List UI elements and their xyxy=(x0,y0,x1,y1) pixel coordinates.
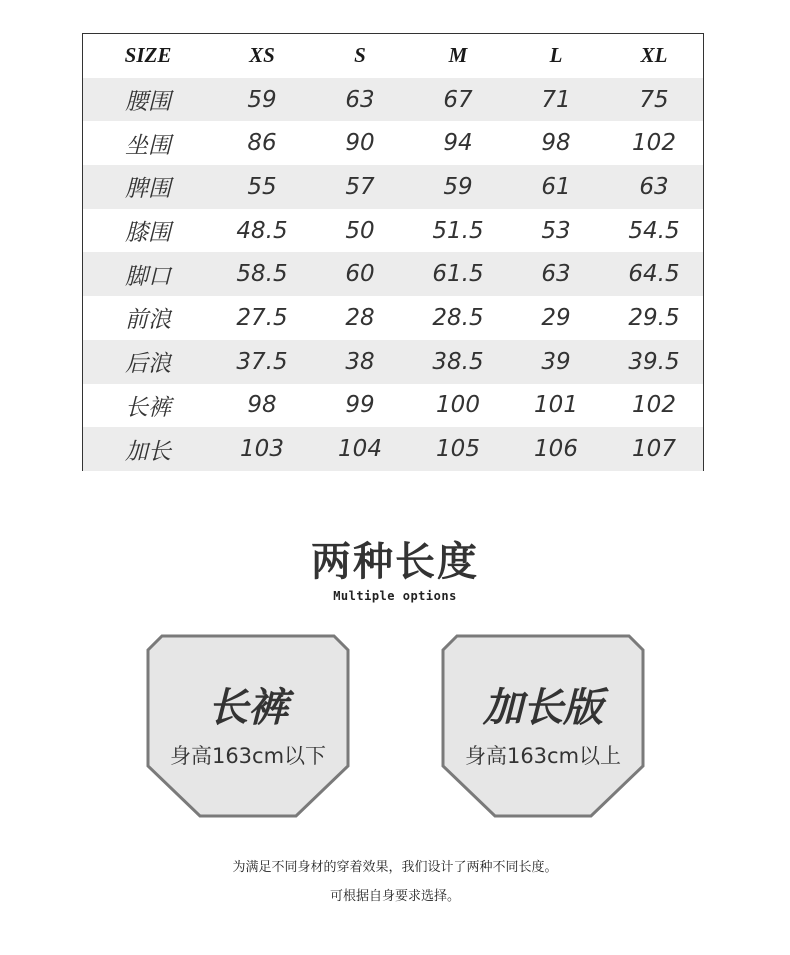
table-cell: 29.5 xyxy=(628,304,680,331)
table-cell: 75 xyxy=(639,86,669,113)
table-cell: 98 xyxy=(247,392,277,419)
table-cell: 38 xyxy=(345,348,375,375)
row-label: 脚口 xyxy=(125,263,171,290)
option-title: 长裤 xyxy=(208,685,288,731)
table-cell: 48.5 xyxy=(236,217,288,244)
table-cell: 28 xyxy=(345,304,375,331)
table-cell: 104 xyxy=(338,436,382,463)
option-title: 加长版 xyxy=(483,685,603,731)
note-line: 可根据自身要求选择。 xyxy=(329,889,460,904)
table-cell: 90 xyxy=(345,130,375,157)
header-cell: L xyxy=(549,43,563,68)
table-cell: 58.5 xyxy=(236,261,288,288)
table-cell: 59 xyxy=(443,173,473,200)
option-card-long xyxy=(441,634,645,818)
table-cell: 67 xyxy=(443,86,473,113)
table-row xyxy=(83,384,703,428)
table-cell: 39.5 xyxy=(628,348,680,375)
row-label: 腰围 xyxy=(125,89,171,116)
section-title: 两种长度 xyxy=(311,539,479,585)
table-cell: 59 xyxy=(247,86,277,113)
table-cell: 101 xyxy=(534,392,578,419)
table-cell: 51.5 xyxy=(432,217,484,244)
table-row xyxy=(83,427,703,471)
table-cell: 103 xyxy=(240,436,284,463)
table-row xyxy=(83,209,703,253)
table-body xyxy=(83,78,703,471)
table-row xyxy=(83,165,703,209)
table-cell: 99 xyxy=(345,392,375,419)
table-cell: 61.5 xyxy=(432,261,484,288)
row-label: 膝围 xyxy=(125,220,171,247)
header-cell: S xyxy=(354,43,366,68)
section-subtitle: Multiple options xyxy=(333,589,457,603)
row-label: 加长 xyxy=(125,438,171,465)
header-cell: SIZE xyxy=(124,43,172,68)
row-label: 脾围 xyxy=(125,176,171,203)
table-cell: 107 xyxy=(632,436,676,463)
table-cell: 102 xyxy=(632,392,676,419)
row-label: 长裤 xyxy=(125,394,171,421)
note-line: 为满足不同身材的穿着效果，我们设计了两种不同长度。 xyxy=(232,860,558,875)
table-cell: 100 xyxy=(436,392,480,419)
table-cell: 102 xyxy=(632,130,676,157)
row-label: 坐围 xyxy=(125,132,171,159)
table-cell: 61 xyxy=(541,173,571,200)
table-cell: 54.5 xyxy=(628,217,680,244)
table-cell: 105 xyxy=(436,436,480,463)
size-table xyxy=(82,33,704,471)
option-desc: 身高163cm以下 xyxy=(169,744,327,768)
table-cell: 63 xyxy=(541,261,571,288)
table-cell: 28.5 xyxy=(432,304,484,331)
table-cell: 39 xyxy=(541,348,571,375)
table-cell: 63 xyxy=(639,173,669,200)
row-label: 前浪 xyxy=(125,307,171,334)
table-cell: 60 xyxy=(345,261,375,288)
table-cell: 98 xyxy=(541,130,571,157)
option-desc: 身高163cm以上 xyxy=(464,744,622,768)
table-cell: 86 xyxy=(247,130,277,157)
row-label: 后浪 xyxy=(125,351,171,378)
table-row xyxy=(83,121,703,165)
table-cell: 38.5 xyxy=(432,348,484,375)
table-cell: 50 xyxy=(345,217,375,244)
table-cell: 27.5 xyxy=(236,304,288,331)
option-card-regular xyxy=(146,634,350,818)
table-row xyxy=(83,78,703,122)
header-cell: XS xyxy=(249,43,275,68)
table-row xyxy=(83,252,703,296)
table-cell: 57 xyxy=(345,173,375,200)
table-cell: 29 xyxy=(541,304,571,331)
table-cell: 37.5 xyxy=(236,348,288,375)
table-cell: 64.5 xyxy=(628,261,680,288)
table-cell: 94 xyxy=(443,130,473,157)
table-cell: 55 xyxy=(247,173,277,200)
table-row xyxy=(83,340,703,384)
table-cell: 53 xyxy=(541,217,571,244)
table-cell: 63 xyxy=(345,86,375,113)
table-header xyxy=(83,34,703,78)
table-cell: 106 xyxy=(534,436,578,463)
header-cell: XL xyxy=(640,43,668,68)
table-cell: 71 xyxy=(541,86,571,113)
header-cell: M xyxy=(448,43,468,68)
table-row xyxy=(83,296,703,340)
